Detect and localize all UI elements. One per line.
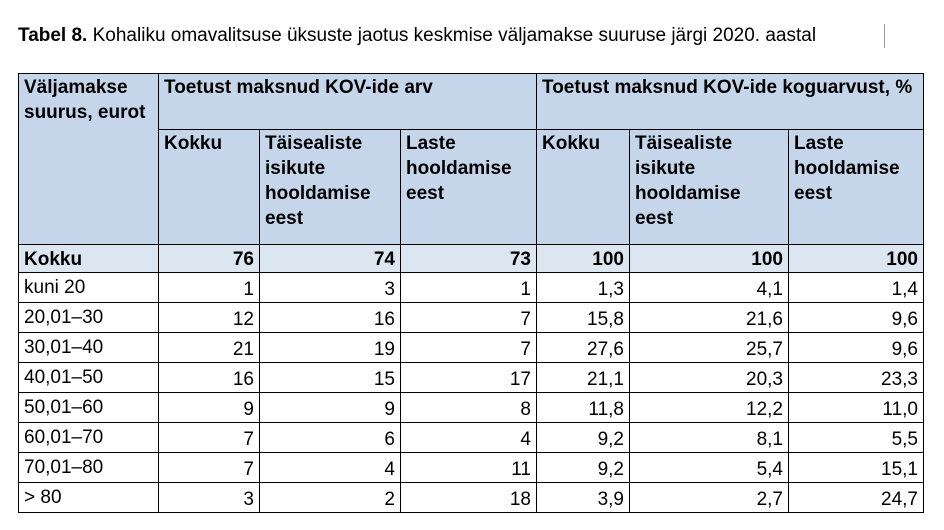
cell-pct-adult: 2,7 — [630, 483, 789, 513]
cell-pct-adult: 5,4 — [630, 453, 789, 483]
text-cursor — [884, 24, 885, 48]
cell-pct-adult: 21,6 — [630, 303, 789, 333]
cell-pct-child: 100 — [789, 245, 924, 273]
cell-count-child: 18 — [401, 483, 537, 513]
row-label: 20,01–30 — [19, 303, 159, 333]
table-row — [19, 483, 924, 513]
cell-pct-child: 9,6 — [789, 333, 924, 363]
cell-count-child: 11 — [401, 453, 537, 483]
table-caption — [18, 24, 888, 48]
cell-count-total: 9 — [159, 393, 260, 423]
table-row — [19, 273, 924, 303]
cell-count-child: 1 — [401, 273, 537, 303]
header-sub-adult-count: Täisealiste isikute hooldamise eest — [260, 130, 401, 245]
header-group-percent: Toetust maksnud KOV-ide koguarvust, % — [537, 74, 924, 130]
cell-count-child: 8 — [401, 393, 537, 423]
cell-count-total: 12 — [159, 303, 260, 333]
cell-pct-child: 24,7 — [789, 483, 924, 513]
caption-text: Kohaliku omavalitsuse üksuste jaotus keskmise väljamakse suuruse järgi 2020. aastal — [87, 25, 817, 46]
cell-pct-total: 15,8 — [537, 303, 630, 333]
cell-count-adult: 16 — [260, 303, 401, 333]
cell-pct-total: 1,3 — [537, 273, 630, 303]
table-row-total — [19, 245, 924, 273]
table-row — [19, 393, 924, 423]
cell-count-adult: 19 — [260, 333, 401, 363]
table-row — [19, 453, 924, 483]
header-sub-child-count: Laste hooldamise eest — [401, 130, 537, 245]
cell-pct-adult: 100 — [630, 245, 789, 273]
header-sub-total-count: Kokku — [159, 130, 260, 245]
header-row-label: Väljamakse suurus, eurot — [19, 74, 159, 245]
table-row — [19, 363, 924, 393]
cell-pct-total: 9,2 — [537, 423, 630, 453]
row-label: 60,01–70 — [19, 423, 159, 453]
cell-pct-adult: 20,3 — [630, 363, 789, 393]
data-table — [18, 73, 924, 513]
table-row — [19, 303, 924, 333]
cell-count-total: 1 — [159, 273, 260, 303]
cell-count-total: 21 — [159, 333, 260, 363]
cell-pct-total: 21,1 — [537, 363, 630, 393]
cell-pct-child: 11,0 — [789, 393, 924, 423]
cell-pct-child: 9,6 — [789, 303, 924, 333]
header-sub-total-percent: Kokku — [537, 130, 630, 245]
cell-pct-child: 15,1 — [789, 453, 924, 483]
row-label: 50,01–60 — [19, 393, 159, 423]
cell-count-total: 7 — [159, 453, 260, 483]
cell-pct-total: 3,9 — [537, 483, 630, 513]
cell-pct-adult: 4,1 — [630, 273, 789, 303]
cell-pct-adult: 25,7 — [630, 333, 789, 363]
cell-count-total: 7 — [159, 423, 260, 453]
header-sub-child-percent: Laste hooldamise eest — [789, 130, 924, 245]
row-label: 30,01–40 — [19, 333, 159, 363]
row-label: Kokku — [19, 245, 159, 273]
row-label: 70,01–80 — [19, 453, 159, 483]
cell-pct-total: 27,6 — [537, 333, 630, 363]
cell-pct-child: 5,5 — [789, 423, 924, 453]
cell-count-child: 7 — [401, 333, 537, 363]
table-row — [19, 423, 924, 453]
cell-pct-child: 1,4 — [789, 273, 924, 303]
header-sub-adult-percent: Täisealiste isikute hooldamise eest — [630, 130, 789, 245]
cell-count-child: 73 — [401, 245, 537, 273]
cell-count-total: 76 — [159, 245, 260, 273]
table-row — [19, 333, 924, 363]
header-group-count: Toetust maksnud KOV-ide arv — [159, 74, 537, 130]
cell-pct-total: 100 — [537, 245, 630, 273]
cell-count-adult: 15 — [260, 363, 401, 393]
cell-count-adult: 9 — [260, 393, 401, 423]
cell-pct-total: 11,8 — [537, 393, 630, 423]
row-label: 40,01–50 — [19, 363, 159, 393]
cell-pct-adult: 8,1 — [630, 423, 789, 453]
cell-count-child: 4 — [401, 423, 537, 453]
cell-count-adult: 4 — [260, 453, 401, 483]
cell-count-total: 3 — [159, 483, 260, 513]
cell-count-child: 17 — [401, 363, 537, 393]
cell-count-adult: 74 — [260, 245, 401, 273]
cell-count-child: 7 — [401, 303, 537, 333]
cell-count-total: 16 — [159, 363, 260, 393]
cell-count-adult: 6 — [260, 423, 401, 453]
cell-count-adult: 3 — [260, 273, 401, 303]
cell-pct-total: 9,2 — [537, 453, 630, 483]
row-label: kuni 20 — [19, 273, 159, 303]
row-label: > 80 — [19, 483, 159, 513]
cell-count-adult: 2 — [260, 483, 401, 513]
cell-pct-adult: 12,2 — [630, 393, 789, 423]
caption-label: Tabel 8. — [18, 25, 88, 46]
cell-pct-child: 23,3 — [789, 363, 924, 393]
